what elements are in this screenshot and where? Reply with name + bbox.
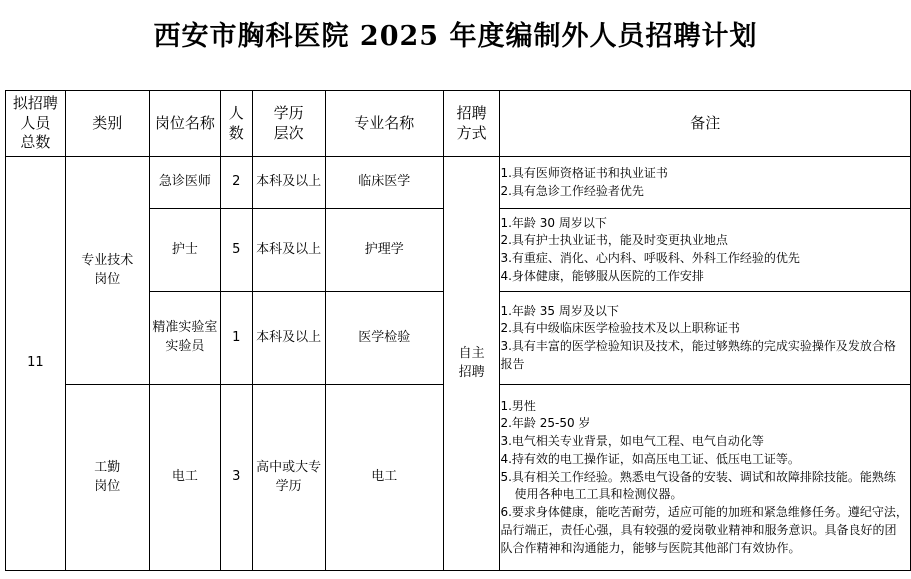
position-name: 护士 [149, 209, 220, 292]
major-name: 护理学 [325, 209, 443, 292]
category-professional: 专业技术 岗位 [65, 157, 149, 385]
notes-cell [500, 209, 911, 292]
header-method: 招聘 方式 [443, 91, 500, 157]
header-count: 人 数 [221, 91, 253, 157]
notes-cell [500, 385, 911, 571]
note-line: 2.具有中级临床医学检验技术及以上职称证书 [500, 321, 740, 336]
notes-cell [500, 157, 911, 209]
header-row [6, 91, 911, 157]
education-level: 高中或大专 学历 [252, 385, 325, 571]
note-line: 1.年龄 30 周岁以下 [500, 215, 607, 230]
header-major: 专业名称 [325, 91, 443, 157]
note-line: 1.年龄 35 周岁及以下 [500, 303, 619, 318]
education-level: 本科及以上 [252, 157, 325, 209]
header-position: 岗位名称 [149, 91, 220, 157]
position-name: 急诊医师 [149, 157, 220, 209]
note-line: 4.持有效的电工操作证，如高压电工证、低压电工证等。 [500, 451, 800, 466]
note-line: 队合作精神和沟通能力，能够与医院其他部门有效协作。 [500, 540, 801, 555]
position-count: 2 [221, 157, 253, 209]
category-service: 工勤 岗位 [65, 385, 149, 571]
header-education: 学历 层次 [252, 91, 325, 157]
note-line: 报告 [500, 356, 525, 371]
note-line: 2.年龄 25-50 岁 [500, 416, 591, 431]
notes-cell [500, 292, 911, 385]
recruitment-table [5, 90, 911, 571]
note-line: 6.要求身体健康，能吃苦耐劳，适应可能的加班和紧急维修任务。遵纪守法， [500, 505, 908, 520]
note-line: 3.电气相关专业背景，如电气工程、电气自动化等 [500, 434, 764, 449]
note-line: 4.身体健康，能够服从医院的工作安排 [500, 268, 704, 283]
major-name: 临床医学 [325, 157, 443, 209]
recruit-method: 自主 招聘 [443, 157, 500, 571]
page-title: 西安市胸科医院 2025 年度编制外人员招聘计划 [153, 21, 758, 52]
note-line: 5.具有相关工作经验。熟悉电气设备的安装、调试和故障排除技能。能熟练 [500, 469, 896, 484]
note-line: 品行端正，责任心强，具有较强的爱岗敬业精神和服务意识。具备良好的团 [500, 522, 897, 537]
position-name: 精准实验室 实验员 [149, 292, 220, 385]
position-count: 3 [221, 385, 253, 571]
note-line: 2.具有护士执业证书，能及时变更执业地点 [500, 233, 728, 248]
note-line: 1.具有医师资格证书和执业证书 [500, 165, 668, 180]
position-count: 5 [221, 209, 253, 292]
total-count: 11 [6, 157, 66, 571]
note-line: 使用各种电工工具和检测仪器。 [514, 487, 683, 502]
major-name: 电工 [325, 385, 443, 571]
major-name: 医学检验 [325, 292, 443, 385]
note-line: 2.具有急诊工作经验者优先 [500, 183, 644, 198]
position-count: 1 [221, 292, 253, 385]
header-total: 拟招聘 人员 总数 [6, 91, 66, 157]
position-name: 电工 [149, 385, 220, 571]
education-level: 本科及以上 [252, 209, 325, 292]
education-level: 本科及以上 [252, 292, 325, 385]
note-line: 1.男性 [500, 398, 536, 413]
table-row [6, 157, 911, 209]
header-notes: 备注 [500, 91, 911, 157]
header-category: 类别 [65, 91, 149, 157]
note-line: 3.有重症、消化、心内科、呼吸科、外科工作经验的优先 [500, 251, 800, 265]
note-line: 3.具有丰富的医学检验知识及技术，能过够熟练的完成实验操作及发放合格 [500, 339, 896, 353]
